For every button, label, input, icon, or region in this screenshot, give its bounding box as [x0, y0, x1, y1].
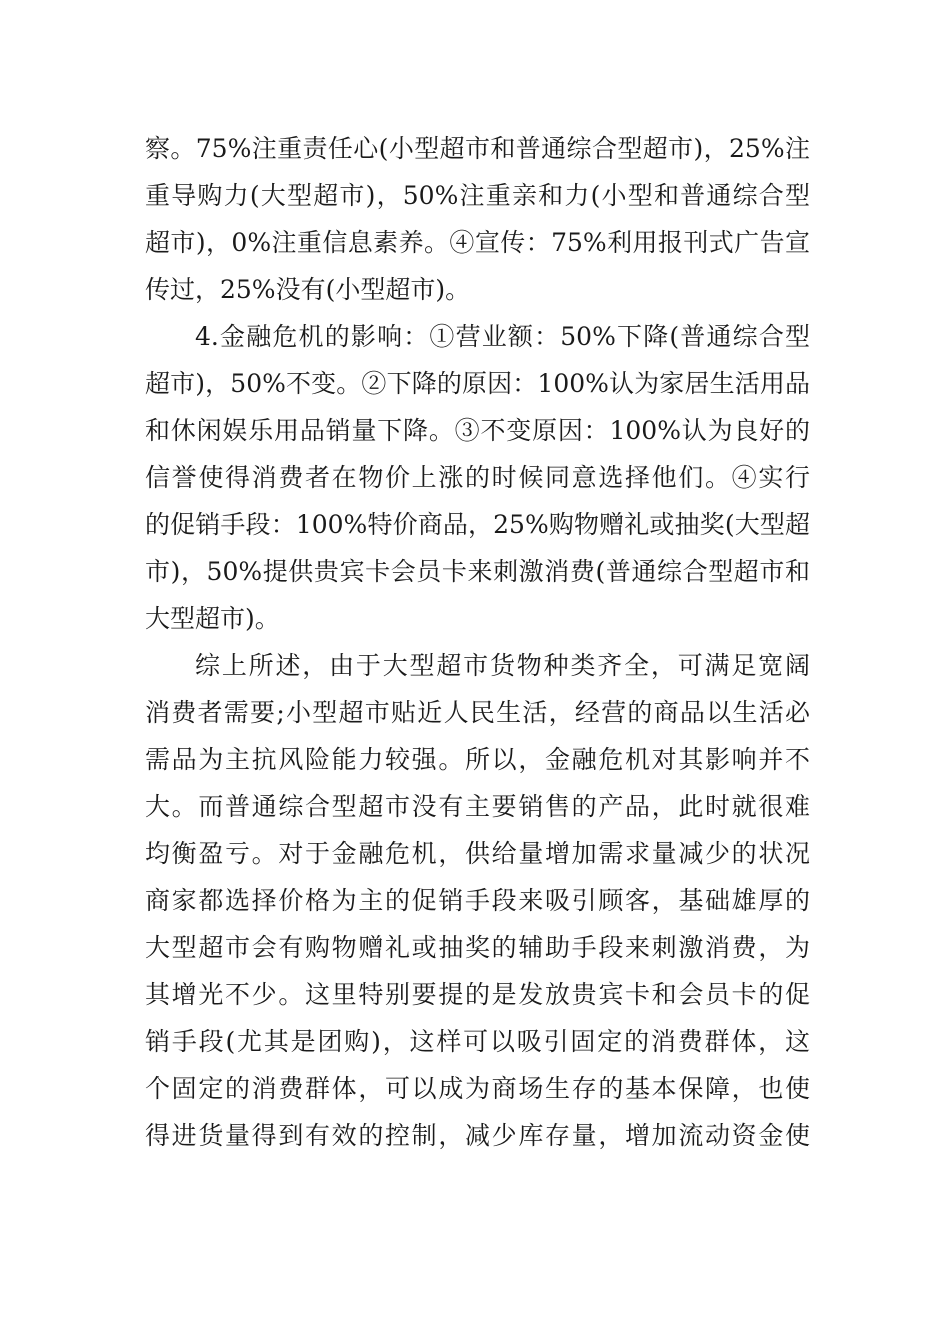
text-line: 消费者需要;小型超市贴近人民生活，经营的商品以生活必	[145, 698, 810, 727]
text-line: 大。而普通综合型超市没有主要销售的产品，此时就很难	[145, 792, 810, 821]
text-line: 大型超市会有购物赠礼或抽奖的辅助手段来刺激消费，为	[145, 933, 810, 962]
text-line: 重导购力(大型超市)，50%注重亲和力(小型和普通综合型	[145, 181, 810, 210]
text-line: 和休闲娱乐用品销量下降。③不变原因：100%认为良好的	[145, 416, 810, 445]
text-line: 信誉使得消费者在物价上涨的时候同意选择他们。④实行	[145, 463, 810, 492]
text-line: 超市)，0%注重信息素养。④宣传：75%利用报刊式广告宣	[145, 228, 810, 257]
document-body	[145, 125, 810, 1159]
text-line: 个固定的消费群体，可以成为商场生存的基本保障，也使	[145, 1074, 810, 1103]
text-line: 4.金融危机的影响：①营业额：50%下降(普通综合型	[195, 322, 810, 351]
text-line: 需品为主抗风险能力较强。所以，金融危机对其影响并不	[145, 745, 810, 774]
text-line: 市)，50%提供贵宾卡会员卡来刺激消费(普通综合型超市和	[145, 557, 810, 586]
text-line: 大型超市)。	[145, 604, 280, 633]
text-line: 商家都选择价格为主的促销手段来吸引顾客，基础雄厚的	[145, 886, 810, 915]
text-line: 的促销手段：100%特价商品，25%购物赠礼或抽奖(大型超	[145, 510, 810, 539]
text-line: 超市)，50%不变。②下降的原因：100%认为家居生活用品	[145, 369, 810, 398]
text-line: 综上所述，由于大型超市货物种类齐全，可满足宽阔	[195, 651, 810, 680]
text-line: 其增光不少。这里特别要提的是发放贵宾卡和会员卡的促	[145, 980, 810, 1009]
text-line: 察。75%注重责任心(小型超市和普通综合型超市)，25%注	[145, 134, 810, 163]
text-line: 得进货量得到有效的控制，减少库存量，增加流动资金使	[145, 1121, 810, 1150]
text-line: 均衡盈亏。对于金融危机，供给量增加需求量减少的状况	[145, 839, 810, 868]
text-line: 传过，25%没有(小型超市)。	[145, 275, 471, 304]
text-line: 销手段(尤其是团购)，这样可以吸引固定的消费群体，这	[145, 1027, 810, 1056]
